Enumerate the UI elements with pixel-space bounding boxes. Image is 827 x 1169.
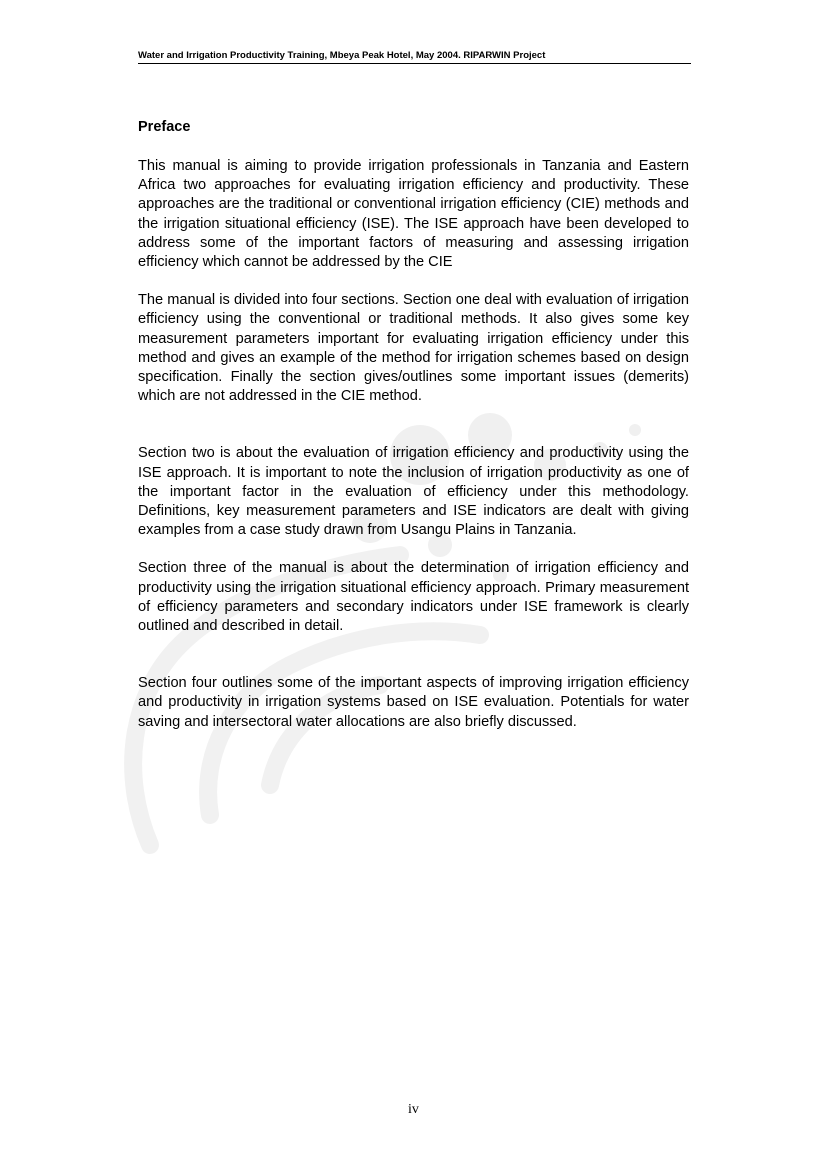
paragraph-section-two: Section two is about the evaluation of irrigation efficiency and productivity using the ISE approach. It is important to note the inclusion of irrigation productivity as one of the important factor in the evaluation of efficiency under this methodology. Definitions, key measurement parameters and ISE indicators are dealt with giving examples from a case study drawn from Usangu Plains in Tanzania. (138, 445, 689, 539)
paragraph-section-four: Section four outlines some of the important aspects of improving irrigation efficiency and productivity in irrigation systems based on ISE evaluation. Potentials for water saving and intersectoral water allocations are also briefly discussed. (138, 675, 689, 730)
running-header: Water and Irrigation Productivity Training, Mbeya Peak Hotel, May 2004. RIPARWIN Project (138, 50, 691, 64)
preface-content (138, 118, 689, 732)
section-heading: Preface (138, 119, 191, 135)
paragraph-sections-overview: The manual is divided into four sections. Section one deal with evaluation of irrigation efficiency using the conventional or traditional methods. It also gives some key measurement parameters important for evaluating irrigation efficiency under this method and gives an example of the method for irrigation schemes based on design specification. Finally the section gives/outlines some important issues (demerits) which are not addressed in the CIE method. (138, 292, 689, 405)
paragraph-section-three: Section three of the manual is about the determination of irrigation efficiency and productivity using the irrigation situational efficiency approach. Primary measurement of efficiency parameters and secondary indicators under ISE framework is clearly outlined and described in detail. (138, 560, 689, 635)
paragraph-intro: This manual is aiming to provide irrigation professionals in Tanzania and Eastern Africa two approaches for evaluating irrigation efficiency and productivity. These approaches are the traditional or conventional irrigation efficiency (CIE) methods and the irrigation situational efficiency (ISE). The ISE approach have been developed to address some of the important factors of measuring and assessing irrigation efficiency which cannot be addressed by the CIE (138, 158, 689, 271)
page-number: iv (408, 1102, 419, 1117)
